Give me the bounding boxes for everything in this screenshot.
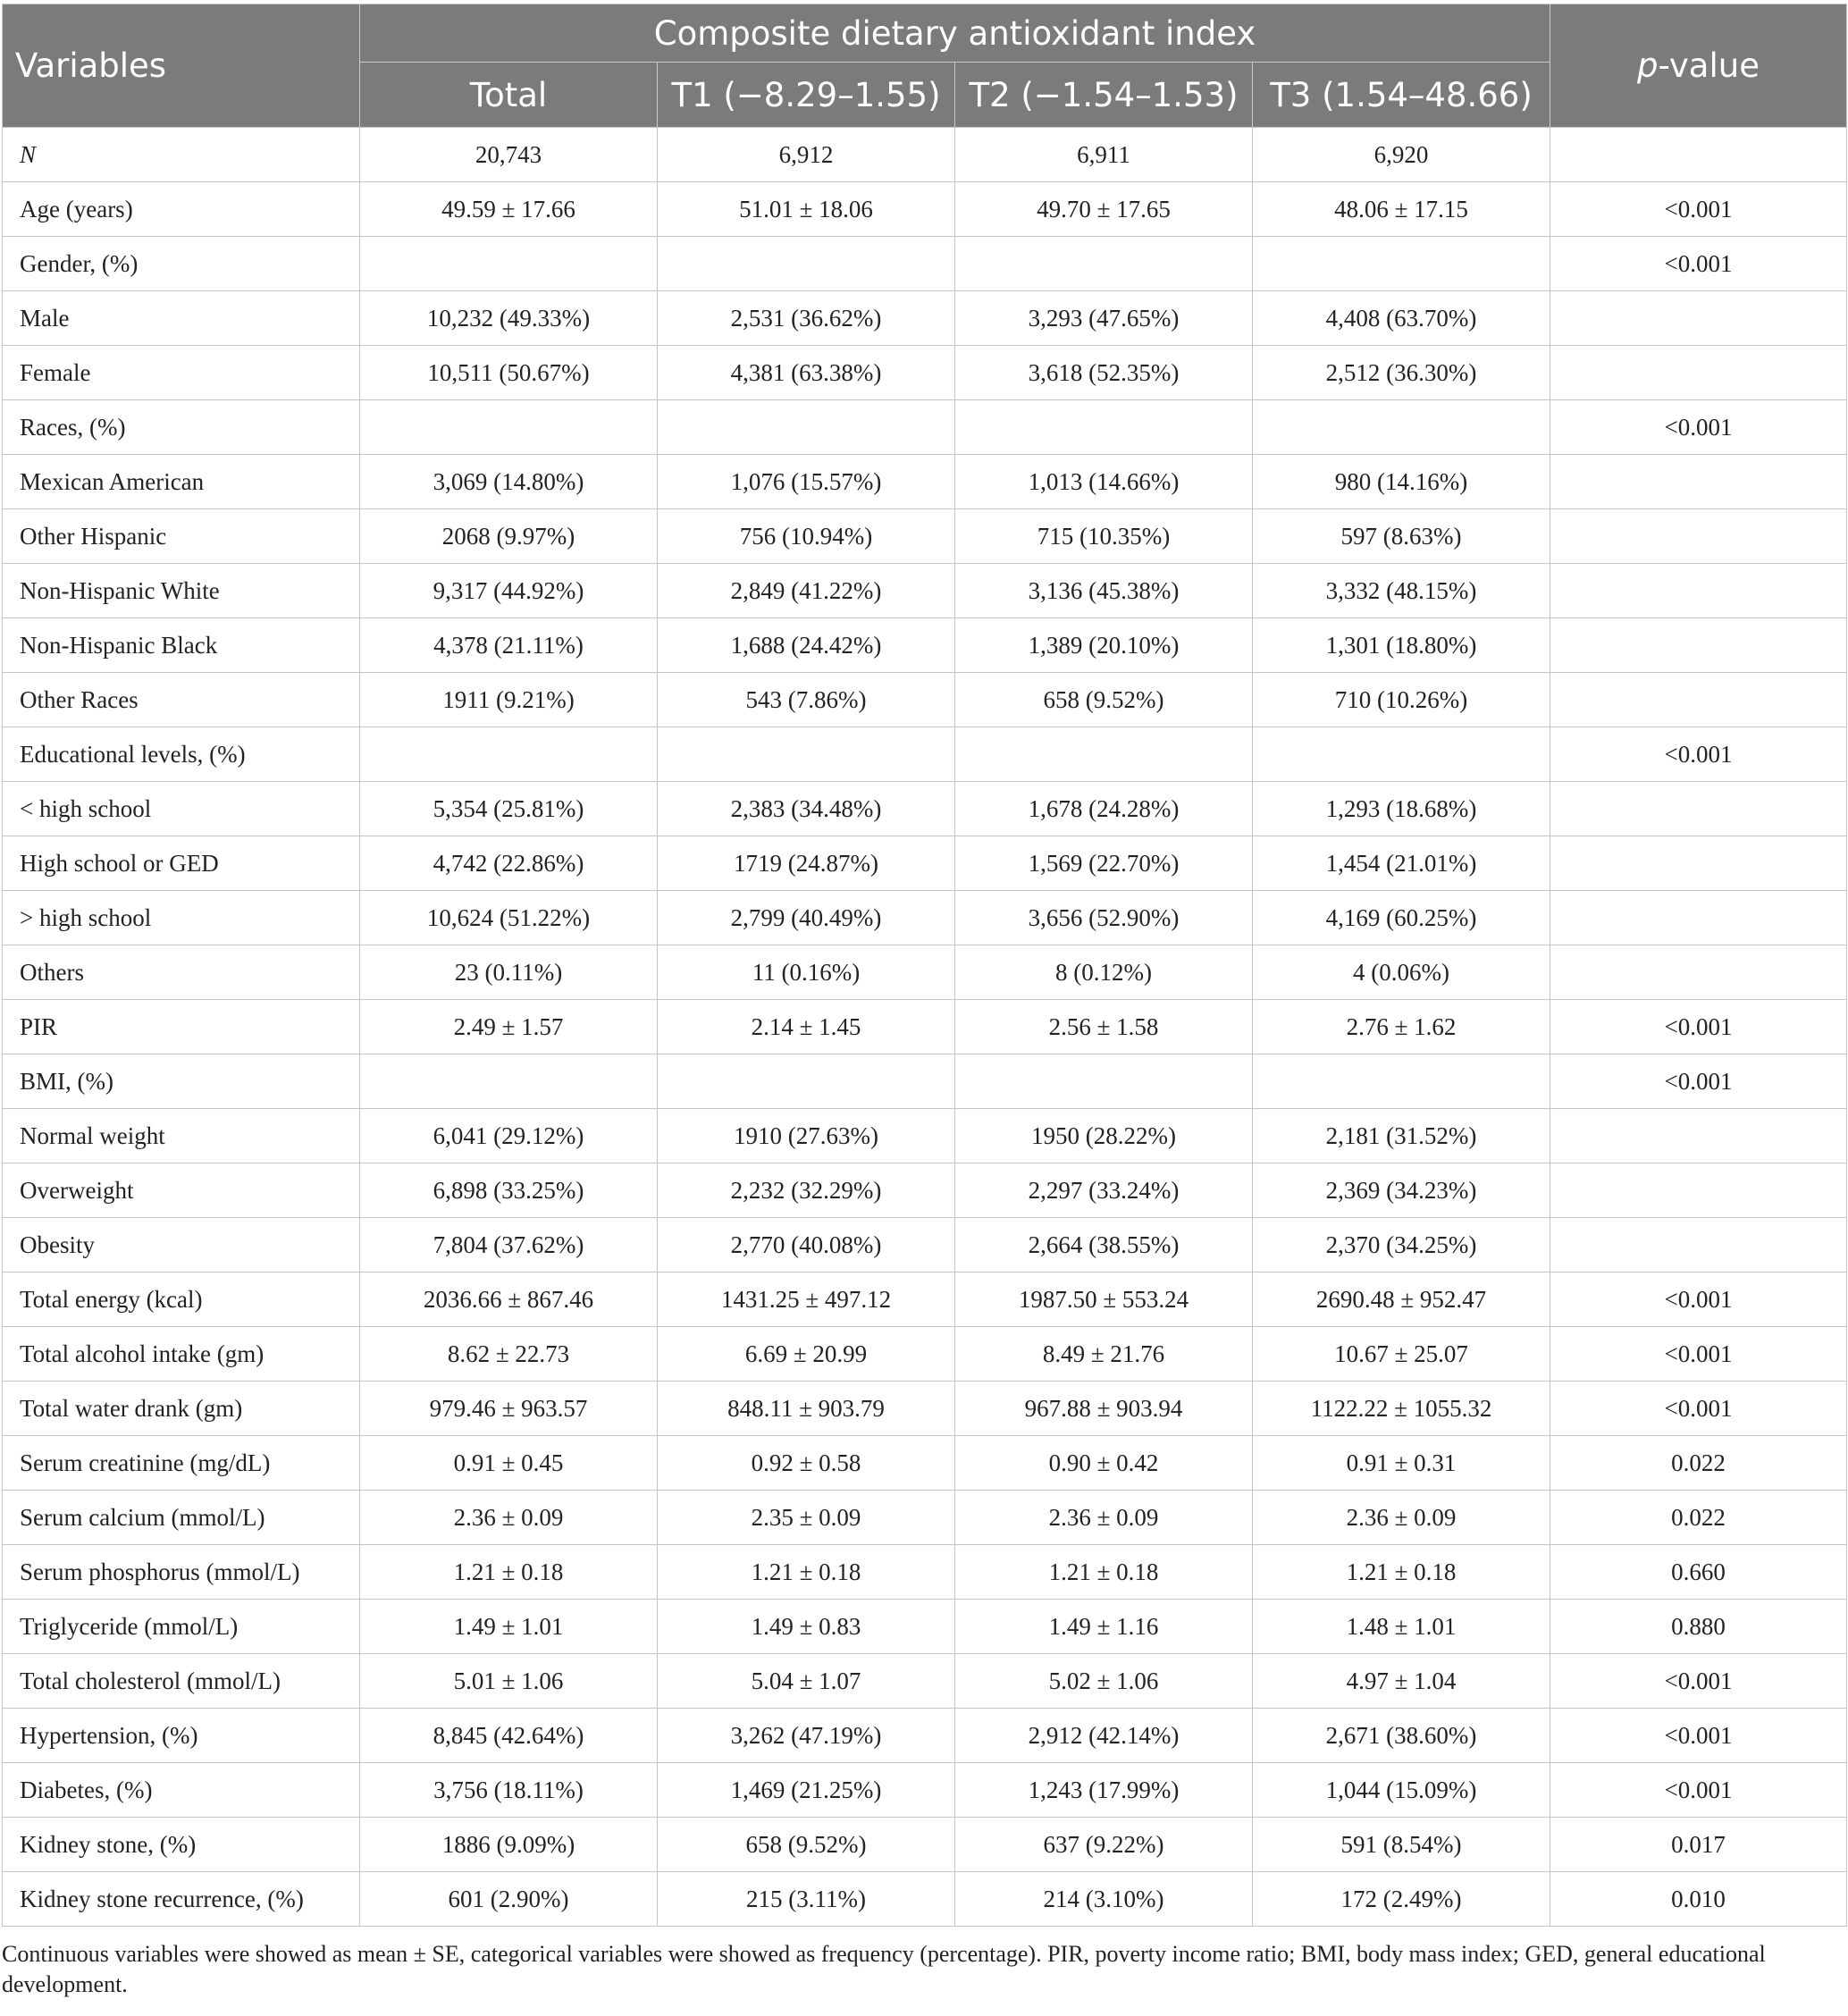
cell-t3: 1,301 (18.80%) <box>1253 618 1550 673</box>
cell-t1: 2.35 ± 0.09 <box>658 1491 955 1545</box>
row-label: Obesity <box>3 1218 360 1273</box>
cell-pvalue <box>1550 455 1847 509</box>
table-row <box>3 291 1847 346</box>
cell-t1: 0.92 ± 0.58 <box>658 1436 955 1491</box>
cell-total: 2.36 ± 0.09 <box>360 1491 658 1545</box>
table-row <box>3 836 1847 891</box>
table-row <box>3 1654 1847 1709</box>
cell-pvalue <box>1550 1218 1847 1273</box>
variables-header: Variables <box>3 4 360 128</box>
table-row <box>3 945 1847 1000</box>
cell-total: 3,069 (14.80%) <box>360 455 658 509</box>
cell-t1: 658 (9.52%) <box>658 1818 955 1872</box>
table-row <box>3 1218 1847 1273</box>
cell-total: 2068 (9.97%) <box>360 509 658 564</box>
table-row <box>3 1382 1847 1436</box>
cell-t2: 1.21 ± 0.18 <box>955 1545 1253 1600</box>
table-row <box>3 1818 1847 1872</box>
cell-t1: 1.21 ± 0.18 <box>658 1545 955 1600</box>
row-label: Age (years) <box>3 182 360 237</box>
table-row <box>3 1000 1847 1054</box>
cell-t3: 4.97 ± 1.04 <box>1253 1654 1550 1709</box>
cell-t2: 1.49 ± 1.16 <box>955 1600 1253 1654</box>
cell-t1: 2,799 (40.49%) <box>658 891 955 945</box>
cell-pvalue: 0.660 <box>1550 1545 1847 1600</box>
cell-total: 3,756 (18.11%) <box>360 1763 658 1818</box>
row-label: Races, (%) <box>3 400 360 455</box>
cell-t1 <box>658 237 955 291</box>
cell-t1: 215 (3.11%) <box>658 1872 955 1927</box>
cell-t3: 1,454 (21.01%) <box>1253 836 1550 891</box>
cell-t2: 1,389 (20.10%) <box>955 618 1253 673</box>
cell-total: 20,743 <box>360 128 658 182</box>
row-label: High school or GED <box>3 836 360 891</box>
cell-total: 10,511 (50.67%) <box>360 346 658 400</box>
cell-t3 <box>1253 400 1550 455</box>
cell-total: 6,041 (29.12%) <box>360 1109 658 1163</box>
cell-total: 601 (2.90%) <box>360 1872 658 1927</box>
cell-t2: 2,664 (38.55%) <box>955 1218 1253 1273</box>
row-label: Diabetes, (%) <box>3 1763 360 1818</box>
cell-total: 5,354 (25.81%) <box>360 782 658 836</box>
cell-total: 0.91 ± 0.45 <box>360 1436 658 1491</box>
table-row <box>3 509 1847 564</box>
row-label: Kidney stone recurrence, (%) <box>3 1872 360 1927</box>
row-label: Total alcohol intake (gm) <box>3 1327 360 1382</box>
cell-pvalue <box>1550 673 1847 727</box>
cell-t1: 1910 (27.63%) <box>658 1109 955 1163</box>
cdai-group-header: Composite dietary antioxidant index <box>360 4 1550 63</box>
cell-t3: 0.91 ± 0.31 <box>1253 1436 1550 1491</box>
cell-t2: 2.36 ± 0.09 <box>955 1491 1253 1545</box>
cell-total: 1911 (9.21%) <box>360 673 658 727</box>
table-row <box>3 1054 1847 1109</box>
cell-pvalue <box>1550 1109 1847 1163</box>
header-row-1 <box>3 4 1847 63</box>
cell-t2: 5.02 ± 1.06 <box>955 1654 1253 1709</box>
cell-pvalue: <0.001 <box>1550 1000 1847 1054</box>
cell-t2: 658 (9.52%) <box>955 673 1253 727</box>
cell-t1 <box>658 400 955 455</box>
cell-t3: 2,512 (36.30%) <box>1253 346 1550 400</box>
table-row <box>3 455 1847 509</box>
cell-total: 23 (0.11%) <box>360 945 658 1000</box>
table-row <box>3 1545 1847 1600</box>
cell-t2: 637 (9.22%) <box>955 1818 1253 1872</box>
cell-pvalue <box>1550 891 1847 945</box>
row-label <box>3 128 360 182</box>
cell-t3: 2690.48 ± 952.47 <box>1253 1273 1550 1327</box>
cell-pvalue: <0.001 <box>1550 1054 1847 1109</box>
row-label: > high school <box>3 891 360 945</box>
cell-t3: 1,044 (15.09%) <box>1253 1763 1550 1818</box>
cell-total: 1.49 ± 1.01 <box>360 1600 658 1654</box>
cell-t1: 543 (7.86%) <box>658 673 955 727</box>
row-label: Serum phosphorus (mmol/L) <box>3 1545 360 1600</box>
cell-pvalue: <0.001 <box>1550 1273 1847 1327</box>
table-row <box>3 1273 1847 1327</box>
pvalue-header-italic: p <box>1637 46 1659 85</box>
cell-t1: 2,770 (40.08%) <box>658 1218 955 1273</box>
cell-t3: 4,408 (63.70%) <box>1253 291 1550 346</box>
cell-total: 2036.66 ± 867.46 <box>360 1273 658 1327</box>
cell-t2: 2.56 ± 1.58 <box>955 1000 1253 1054</box>
cell-total: 4,742 (22.86%) <box>360 836 658 891</box>
cell-t1: 1,469 (21.25%) <box>658 1763 955 1818</box>
cell-t2: 1,569 (22.70%) <box>955 836 1253 891</box>
row-label: Non-Hispanic White <box>3 564 360 618</box>
row-label: Gender, (%) <box>3 237 360 291</box>
cell-t1: 3,262 (47.19%) <box>658 1709 955 1763</box>
cell-t1: 5.04 ± 1.07 <box>658 1654 955 1709</box>
table-row <box>3 128 1847 182</box>
cell-pvalue <box>1550 291 1847 346</box>
table-row <box>3 782 1847 836</box>
table-body <box>3 128 1847 1927</box>
cell-t1 <box>658 1054 955 1109</box>
cell-pvalue: <0.001 <box>1550 1327 1847 1382</box>
table-row <box>3 1600 1847 1654</box>
cell-total: 49.59 ± 17.66 <box>360 182 658 237</box>
cell-t2: 2,912 (42.14%) <box>955 1709 1253 1763</box>
cell-total <box>360 1054 658 1109</box>
row-label: Normal weight <box>3 1109 360 1163</box>
cell-total: 7,804 (37.62%) <box>360 1218 658 1273</box>
cell-t2: 3,656 (52.90%) <box>955 891 1253 945</box>
cell-pvalue: <0.001 <box>1550 1654 1847 1709</box>
cell-t1: 1719 (24.87%) <box>658 836 955 891</box>
cell-t2: 2,297 (33.24%) <box>955 1163 1253 1218</box>
pvalue-header <box>1550 4 1847 128</box>
cell-total: 2.49 ± 1.57 <box>360 1000 658 1054</box>
cell-t2: 49.70 ± 17.65 <box>955 182 1253 237</box>
cell-t3: 4,169 (60.25%) <box>1253 891 1550 945</box>
cell-pvalue: <0.001 <box>1550 727 1847 782</box>
cell-t1: 756 (10.94%) <box>658 509 955 564</box>
cell-t2: 1987.50 ± 553.24 <box>955 1273 1253 1327</box>
row-label: < high school <box>3 782 360 836</box>
cell-t2: 1,243 (17.99%) <box>955 1763 1253 1818</box>
table-row <box>3 237 1847 291</box>
cell-t2: 6,911 <box>955 128 1253 182</box>
cell-t2: 8.49 ± 21.76 <box>955 1327 1253 1382</box>
cell-pvalue <box>1550 618 1847 673</box>
cell-t1: 2,383 (34.48%) <box>658 782 955 836</box>
cell-pvalue <box>1550 509 1847 564</box>
row-label: Mexican American <box>3 455 360 509</box>
col-header-t1: T1 (−8.29–1.55) <box>658 63 955 128</box>
cell-t3: 2,369 (34.23%) <box>1253 1163 1550 1218</box>
cell-t3: 591 (8.54%) <box>1253 1818 1550 1872</box>
cell-t2 <box>955 1054 1253 1109</box>
col-header-t3: T3 (1.54–48.66) <box>1253 63 1550 128</box>
row-label-italic: N <box>20 140 37 168</box>
cell-t2: 8 (0.12%) <box>955 945 1253 1000</box>
cell-t3 <box>1253 1054 1550 1109</box>
table-row <box>3 346 1847 400</box>
table-row <box>3 1436 1847 1491</box>
cell-t3: 1122.22 ± 1055.32 <box>1253 1382 1550 1436</box>
cell-t2 <box>955 400 1253 455</box>
col-header-total: Total <box>360 63 658 128</box>
cell-t2: 967.88 ± 903.94 <box>955 1382 1253 1436</box>
table-footnote: Continuous variables were showed as mean ± SE, categorical variables were showed as frequency (percentage). PIR, poverty income ratio; BMI, body mass index; GED, general educational development. <box>2 1941 1766 1997</box>
row-label: Hypertension, (%) <box>3 1709 360 1763</box>
cell-t2: 715 (10.35%) <box>955 509 1253 564</box>
cell-pvalue: 0.880 <box>1550 1600 1847 1654</box>
cell-t1: 1.49 ± 0.83 <box>658 1600 955 1654</box>
cell-total: 1886 (9.09%) <box>360 1818 658 1872</box>
cell-total: 8.62 ± 22.73 <box>360 1327 658 1382</box>
row-label: Other Hispanic <box>3 509 360 564</box>
cell-t2: 3,618 (52.35%) <box>955 346 1253 400</box>
cell-t3: 1,293 (18.68%) <box>1253 782 1550 836</box>
cell-pvalue: <0.001 <box>1550 1763 1847 1818</box>
cell-t2: 3,136 (45.38%) <box>955 564 1253 618</box>
row-label: Non-Hispanic Black <box>3 618 360 673</box>
row-label: Educational levels, (%) <box>3 727 360 782</box>
row-label: Serum calcium (mmol/L) <box>3 1491 360 1545</box>
row-label: BMI, (%) <box>3 1054 360 1109</box>
table-row <box>3 1327 1847 1382</box>
table-row <box>3 400 1847 455</box>
cell-t1: 51.01 ± 18.06 <box>658 182 955 237</box>
row-label: Total cholesterol (mmol/L) <box>3 1654 360 1709</box>
cell-t3 <box>1253 237 1550 291</box>
cell-total: 979.46 ± 963.57 <box>360 1382 658 1436</box>
col-header-t2: T2 (−1.54–1.53) <box>955 63 1253 128</box>
cell-pvalue: 0.017 <box>1550 1818 1847 1872</box>
cell-t2: 0.90 ± 0.42 <box>955 1436 1253 1491</box>
cell-t3: 172 (2.49%) <box>1253 1872 1550 1927</box>
row-label: Female <box>3 346 360 400</box>
table-row <box>3 1763 1847 1818</box>
cell-pvalue: <0.001 <box>1550 182 1847 237</box>
cell-pvalue: <0.001 <box>1550 1382 1847 1436</box>
row-label: Other Races <box>3 673 360 727</box>
cell-t1: 6.69 ± 20.99 <box>658 1327 955 1382</box>
table-row <box>3 1709 1847 1763</box>
row-label: Total water drank (gm) <box>3 1382 360 1436</box>
cell-total: 4,378 (21.11%) <box>360 618 658 673</box>
table-row <box>3 673 1847 727</box>
cell-total: 8,845 (42.64%) <box>360 1709 658 1763</box>
cell-pvalue: <0.001 <box>1550 237 1847 291</box>
row-label: Serum creatinine (mg/dL) <box>3 1436 360 1491</box>
table-row <box>3 1163 1847 1218</box>
cell-pvalue <box>1550 1163 1847 1218</box>
cell-t3: 2,181 (31.52%) <box>1253 1109 1550 1163</box>
cell-pvalue: 0.022 <box>1550 1491 1847 1545</box>
cell-total <box>360 237 658 291</box>
row-label: Triglyceride (mmol/L) <box>3 1600 360 1654</box>
cell-total <box>360 727 658 782</box>
cell-total: 5.01 ± 1.06 <box>360 1654 658 1709</box>
row-label: Total energy (kcal) <box>3 1273 360 1327</box>
cell-t1: 2,531 (36.62%) <box>658 291 955 346</box>
cell-pvalue <box>1550 128 1847 182</box>
table-row <box>3 727 1847 782</box>
cell-t3: 3,332 (48.15%) <box>1253 564 1550 618</box>
cell-t3: 980 (14.16%) <box>1253 455 1550 509</box>
table-row <box>3 564 1847 618</box>
cell-t3: 2,370 (34.25%) <box>1253 1218 1550 1273</box>
cell-t3 <box>1253 727 1550 782</box>
cell-t1: 2.14 ± 1.45 <box>658 1000 955 1054</box>
cell-t3: 597 (8.63%) <box>1253 509 1550 564</box>
cell-t3: 10.67 ± 25.07 <box>1253 1327 1550 1382</box>
baseline-characteristics-table <box>2 4 1847 1927</box>
cell-t1: 1,076 (15.57%) <box>658 455 955 509</box>
cell-total: 9,317 (44.92%) <box>360 564 658 618</box>
cell-t2: 214 (3.10%) <box>955 1872 1253 1927</box>
cell-pvalue <box>1550 346 1847 400</box>
cell-pvalue <box>1550 945 1847 1000</box>
row-label: PIR <box>3 1000 360 1054</box>
table-row <box>3 182 1847 237</box>
row-label: Others <box>3 945 360 1000</box>
cell-pvalue: 0.010 <box>1550 1872 1847 1927</box>
cell-pvalue <box>1550 782 1847 836</box>
cell-t2 <box>955 237 1253 291</box>
cell-t3: 4 (0.06%) <box>1253 945 1550 1000</box>
cell-total <box>360 400 658 455</box>
row-label: Male <box>3 291 360 346</box>
cell-t3: 1.48 ± 1.01 <box>1253 1600 1550 1654</box>
cell-total: 10,624 (51.22%) <box>360 891 658 945</box>
table-row <box>3 618 1847 673</box>
cell-t3: 1.21 ± 0.18 <box>1253 1545 1550 1600</box>
cell-t3: 2,671 (38.60%) <box>1253 1709 1550 1763</box>
cell-t3: 2.76 ± 1.62 <box>1253 1000 1550 1054</box>
table-row <box>3 1491 1847 1545</box>
cell-total: 1.21 ± 0.18 <box>360 1545 658 1600</box>
cell-pvalue: <0.001 <box>1550 1709 1847 1763</box>
cell-t3: 6,920 <box>1253 128 1550 182</box>
cell-t2: 1950 (28.22%) <box>955 1109 1253 1163</box>
cell-total: 10,232 (49.33%) <box>360 291 658 346</box>
cell-t1: 11 (0.16%) <box>658 945 955 1000</box>
row-label: Kidney stone, (%) <box>3 1818 360 1872</box>
cell-t1: 1431.25 ± 497.12 <box>658 1273 955 1327</box>
table-row <box>3 1872 1847 1927</box>
cell-t1 <box>658 727 955 782</box>
cell-t2: 3,293 (47.65%) <box>955 291 1253 346</box>
cell-t1: 6,912 <box>658 128 955 182</box>
cell-t1: 1,688 (24.42%) <box>658 618 955 673</box>
cell-t2: 1,013 (14.66%) <box>955 455 1253 509</box>
cell-total: 6,898 (33.25%) <box>360 1163 658 1218</box>
table-row <box>3 891 1847 945</box>
cell-pvalue <box>1550 836 1847 891</box>
table-row <box>3 1109 1847 1163</box>
cell-t1: 848.11 ± 903.79 <box>658 1382 955 1436</box>
cell-t2: 1,678 (24.28%) <box>955 782 1253 836</box>
cell-t3: 710 (10.26%) <box>1253 673 1550 727</box>
cell-t2 <box>955 727 1253 782</box>
cell-pvalue <box>1550 564 1847 618</box>
cell-pvalue: 0.022 <box>1550 1436 1847 1491</box>
pvalue-header-rest: -value <box>1658 46 1760 85</box>
cell-t1: 2,849 (41.22%) <box>658 564 955 618</box>
cell-pvalue: <0.001 <box>1550 400 1847 455</box>
cell-t3: 48.06 ± 17.15 <box>1253 182 1550 237</box>
cell-t3: 2.36 ± 0.09 <box>1253 1491 1550 1545</box>
row-label: Overweight <box>3 1163 360 1218</box>
cell-t1: 4,381 (63.38%) <box>658 346 955 400</box>
cell-t1: 2,232 (32.29%) <box>658 1163 955 1218</box>
